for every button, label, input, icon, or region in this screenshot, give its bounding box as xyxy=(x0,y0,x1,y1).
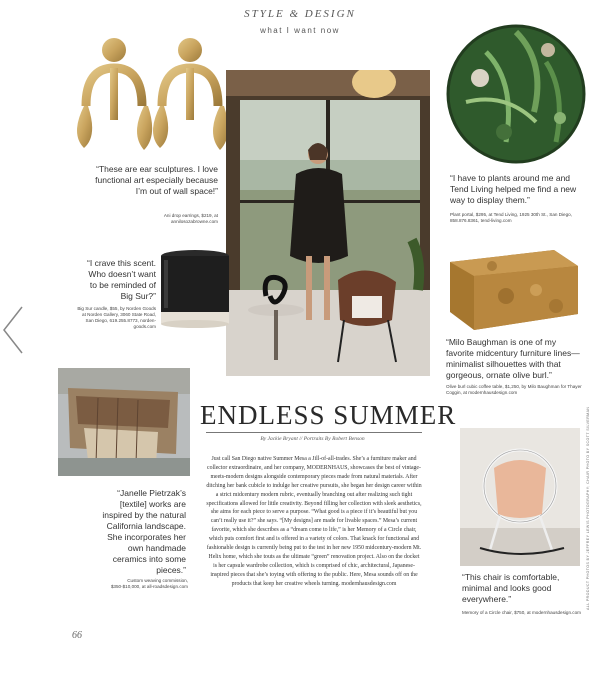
plants-quote: “I have to plants around me and Tend Living helped me find a new way to display them.” xyxy=(450,173,577,205)
chair-photo xyxy=(460,428,580,566)
portrait-photo xyxy=(226,70,430,376)
earrings-quote: “These are ear sculptures. I love functional art especially because I’m out of wall space!” xyxy=(95,164,218,196)
textile-quote: “Janelle Pietrzak’s [textile] works are inspired by the natural California landscape. She incorporates her own handmade ceramics into some pieces.” xyxy=(102,488,186,575)
photo-side-credit xyxy=(586,406,592,610)
plant-portal-photo xyxy=(446,22,586,166)
previous-page-chevron-icon[interactable] xyxy=(2,305,24,360)
page-number: 66 xyxy=(72,630,82,641)
candle-credit: Big Sur candle, $55, by Norden Goods at Norden Gallery, 3060 State Road, San Diego, 619.255.8773, norden-goods.com xyxy=(77,306,156,329)
chair-credit: Memory of a Circle chair, $750, at modernhausdesign.com xyxy=(462,610,581,615)
plants-credit: Plant portal, $295, at Tend Living, 1925 30th St., San Diego, 858.876.8361, tend-living.com xyxy=(450,212,572,223)
section-subkicker: what I want now xyxy=(260,26,340,35)
article-byline: By Jackie Bryant // Portraits By Robert Benson xyxy=(260,436,365,442)
coffee-table-photo xyxy=(436,246,582,332)
chair-quote: “This chair is comfortable, minimal and looks good everywhere.” xyxy=(462,572,560,604)
candle-quote: “I crave this scent. Who doesn’t want to be reminded of Big Sur?” xyxy=(87,258,156,301)
title-divider xyxy=(206,432,422,433)
earrings-credit: Ani drop earrings, $219, at annilosozabrowne.com xyxy=(163,213,218,224)
candle-photo xyxy=(156,248,234,328)
article-title: ENDLESS SUMMER xyxy=(200,400,457,430)
textile-photo xyxy=(58,368,190,476)
coffee-table-credit: Olive burl cubic coffee table, $1,250, by Milo Baughman for Thayer Coggin, at modernhausdesign.com xyxy=(446,384,582,395)
article-body: Just call San Diego native Summer Mesa a Jill-of-all-trades. She’s a furniture maker and collector extraordinaire, and her company, MODERNHAUS, showcases the best of vintage-meets-modern designs alongside contemporary pieces made from natural materials. After ditching her bank cubicle to indulge her creative pursuits, she began her design career within a strict midcentury modern rubric, eventually branching out after realizing such tight specifications allowed for little creativity. Beyond filling her collection with sleek aesthetics, she aims for each piece to serve a purpose. “What good is a piece if it’s beautiful but you can’t really use it?” she says. “[My designs] are made for livable spaces.” Mesa’s current favorite, which she describes as a “dream come to life,” is her Memory of a Circle chair, which puts comfort first and is offered in a variety of colors. That knack for functional and fashionable design is currently being put to the test in her new 1950 midcentury-modern Mt. Helix home, which she touts as the ultimate “green” renovation project. Also on the docket is her capsule wardrobe collection, which is comprised of chic, architectural, Japanese-inspired pieces that she’s toying with offering to the public. Here, Mesa sounds off on the products that keep her creative wheels turning. modernhausdesign.com xyxy=(206,456,422,587)
earrings-photo xyxy=(60,36,240,162)
photo-side-credit-text: ALL PRODUCT PHOTOS BY JEFFREY LEWIS PHOTOGRAPHY; CHAIR PHOTO BY SCOTT SILVERMAN xyxy=(586,406,590,610)
textile-credit: Custom weaving commission, $350-$10,000, at all-roadsdesign.com xyxy=(110,578,188,589)
section-kicker: STYLE & DESIGN xyxy=(244,8,356,20)
coffee-table-quote: “Milo Baughman is one of my favorite midcentury furniture lines—minimalist silhouettes with that gorgeous, ornate olive burl.” xyxy=(446,337,580,380)
